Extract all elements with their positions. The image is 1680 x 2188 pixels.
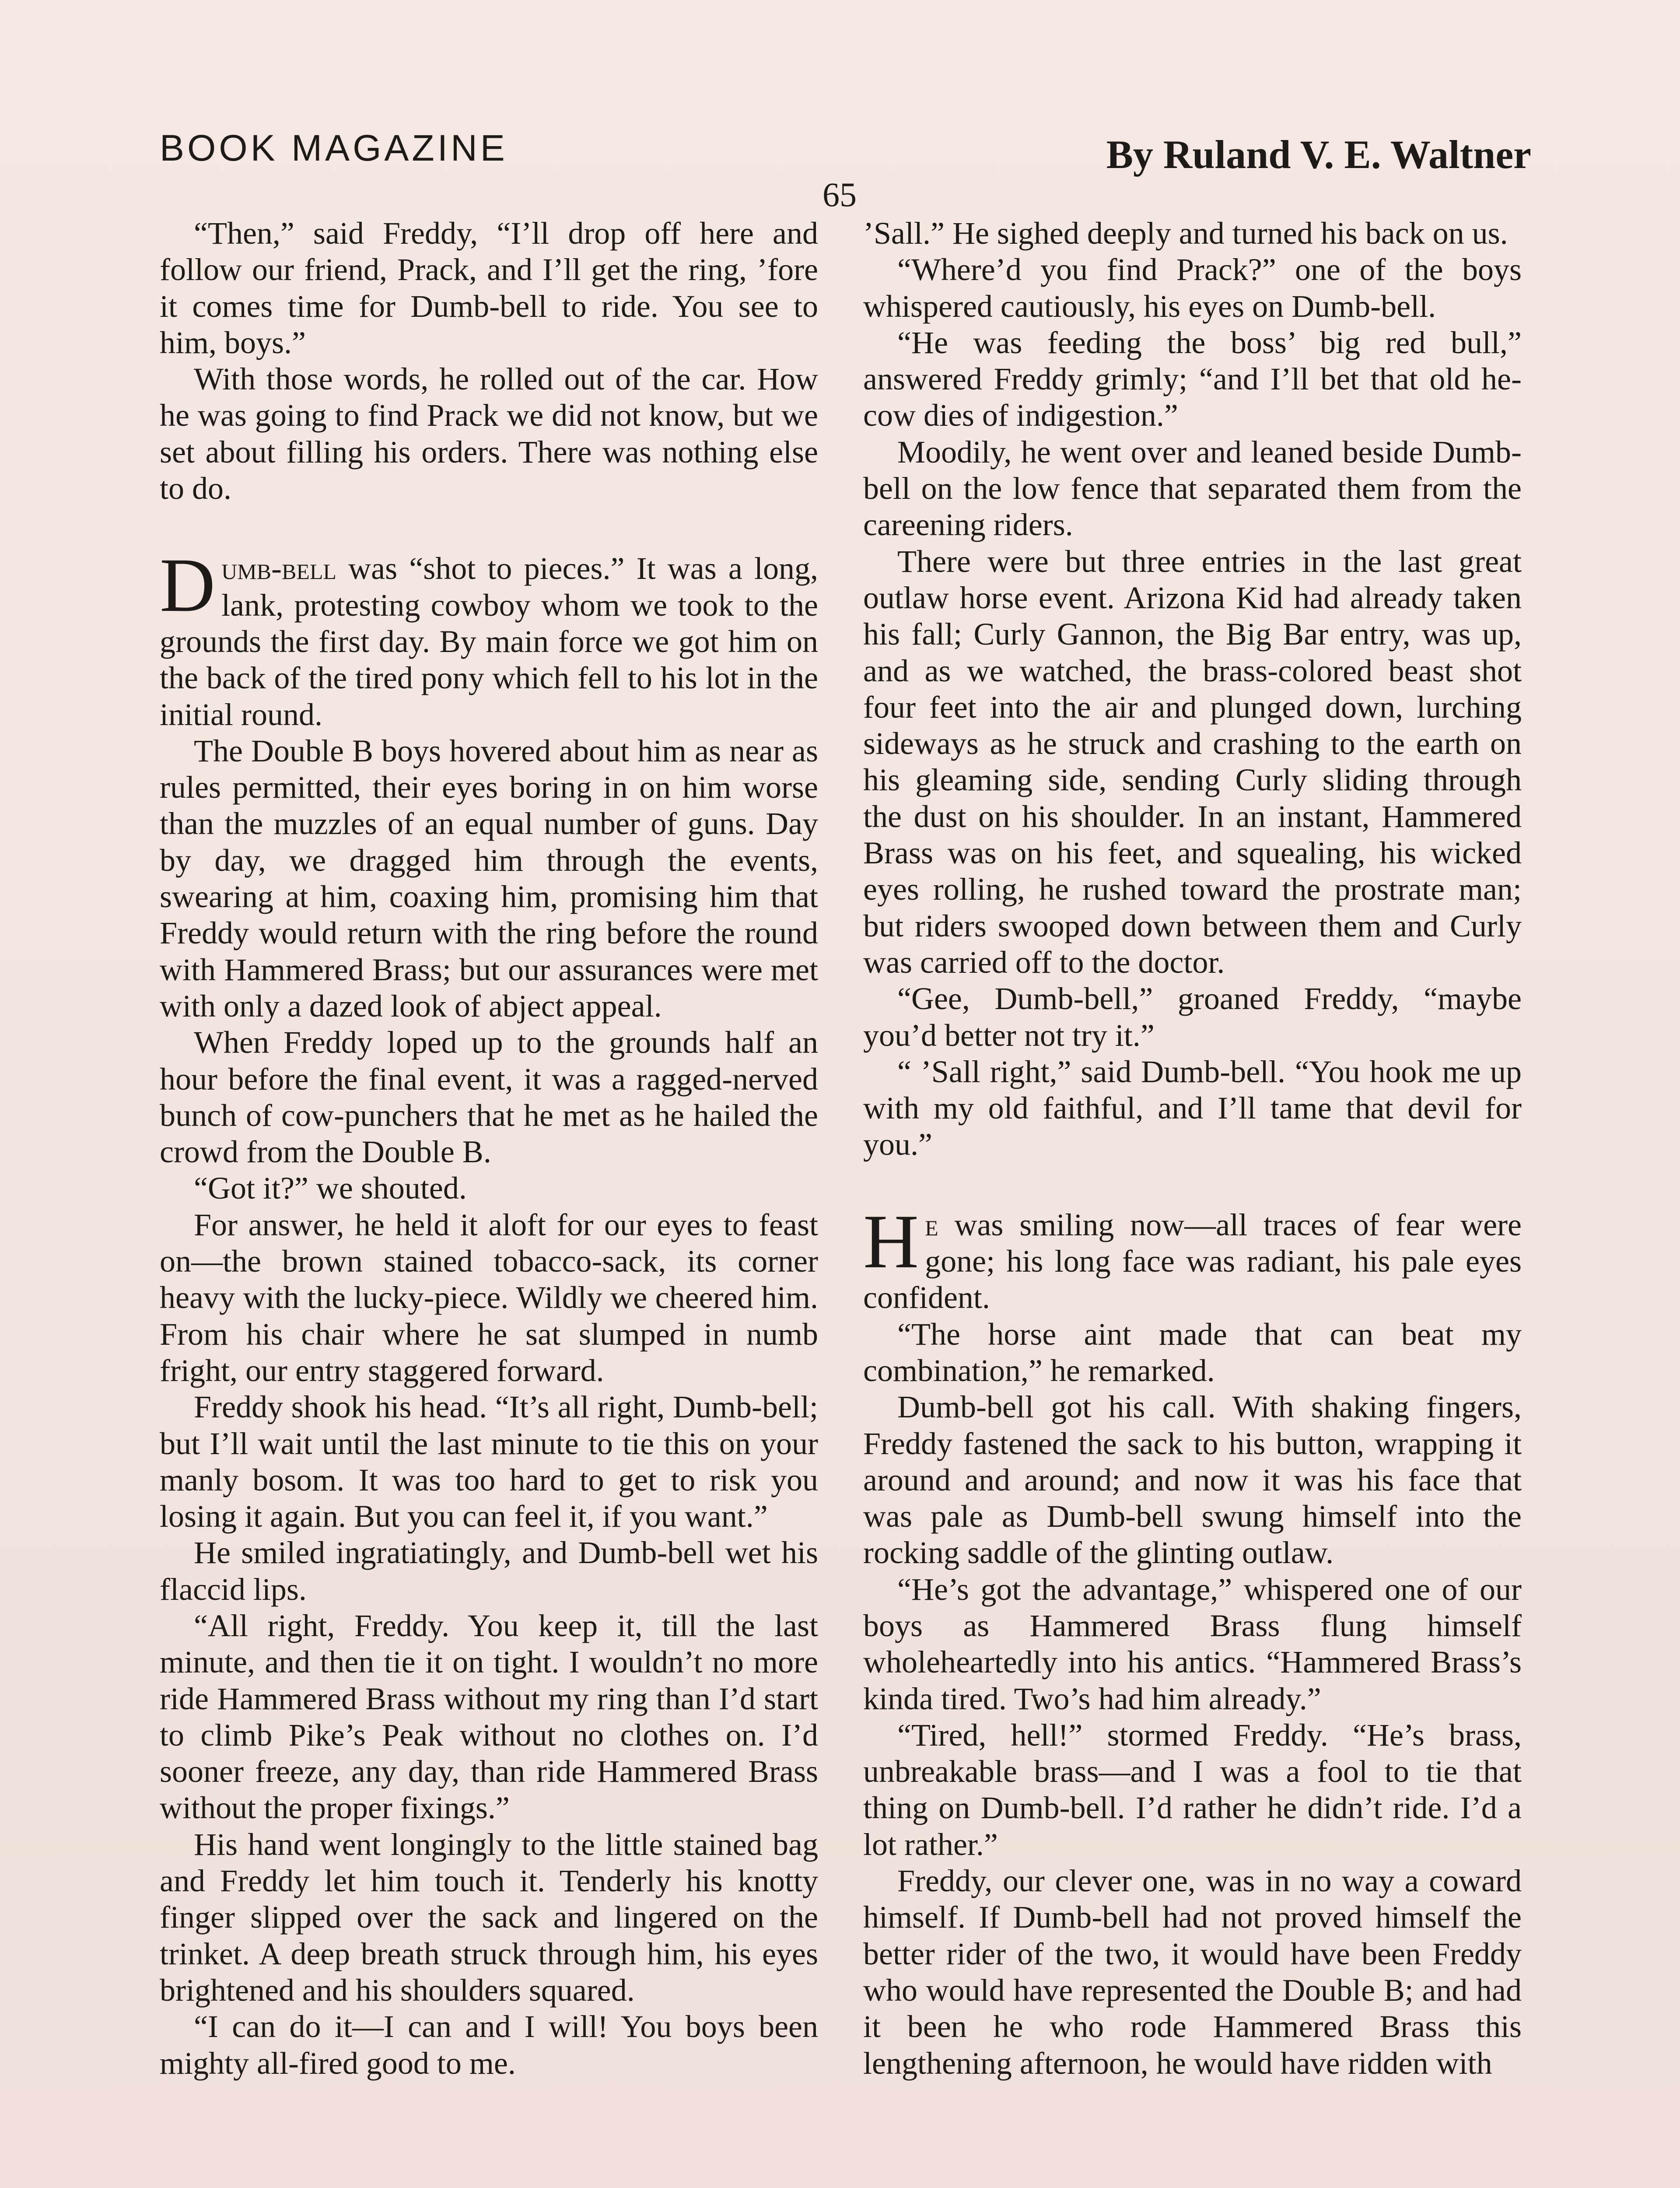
paragraph-text: was smiling now—all traces of fear were gone; his long face was radiant, his pale eyes confident. bbox=[863, 1207, 1522, 1315]
right-column bbox=[863, 215, 1522, 2082]
paragraph: His hand went longingly to the little stained bag and Freddy let him touch it. Tenderly his knotty finger slipped over the sack and lingered on the trinket. A deep breath struck through him, his eyes brightened and his shoulders squared. bbox=[160, 1827, 818, 2008]
paragraph: “Tired, hell!” stormed Freddy. “He’s brass, unbreakable brass—and I was a fool to tie that thing on Dumb-bell. I’d rather he didn’t ride. I’d a lot rather.” bbox=[863, 1717, 1522, 1862]
paragraph-text: was “shot to pieces.” It was a long, lank, protesting cowboy whom we took to the grounds the first day. By main force we got him on the back of the tired pony which fell to his lot in the initial round. bbox=[160, 551, 818, 732]
paragraph: When Freddy loped up to the grounds half an hour before the final event, it was a ragged-nerved bunch of cow-punchers that he met as he hailed the crowd from the Double B. bbox=[160, 1025, 818, 1170]
paragraph: “The horse aint made that can beat my combination,” he remarked. bbox=[863, 1316, 1522, 1388]
paragraph: “He was feeding the boss’ big red bull,” answered Freddy grimly; “and I’ll bet that old he-cow dies of indigestion.” bbox=[863, 325, 1522, 433]
paragraph: There were but three entries in the last great outlaw horse event. Arizona Kid had already taken his fall; Curly Gannon, the Big Bar entry, was up, and as we watched, the brass-colored beast shot four feet into the air and plunged down, lurching sideways as he struck and crashing to the earth on his gleaming side, sending Curly sliding through the dust on his shoulder. In an instant, Hammered Brass was on his feet, and squealing, his wicked eyes rolling, he rushed toward the prostrate man; but riders swooped down between them and Curly was carried off to the doctor. bbox=[863, 543, 1522, 980]
paragraph: With those words, he rolled out of the car. How he was going to find Prack we did not know, but we set about filling his orders. There was nothing else to do. bbox=[160, 361, 818, 506]
small-caps-lead: umb-bell bbox=[221, 551, 336, 586]
paragraph: “I can do it—I can and I will! You boys been mighty all-fired good to me. bbox=[160, 2009, 818, 2081]
paragraph: “Then,” said Freddy, “I’ll drop off here and follow our friend, Prack, and I’ll get the ring, ’fore it comes time for Dumb-bell to ride. You see to him, boys.” bbox=[160, 216, 818, 360]
paragraph: He smiled ingratiatingly, and Dumb-bell wet his flaccid lips. bbox=[160, 1535, 818, 1607]
publication-title: BOOK MAGAZINE bbox=[160, 127, 508, 168]
paragraph: For answer, he held it aloft for our eyes to feast on—the brown stained tobacco-sack, its corner heavy with the lucky-piece. Wildly we cheered him. From his chair where he sat slumped in numb fright, our entry staggered forward. bbox=[160, 1207, 818, 1388]
paragraph: “He’s got the advantage,” whispered one of our boys as Hammered Brass flung himself wholeheartedly into his antics. “Hammered Brass’s kinda tired. Two’s had him already.” bbox=[863, 1571, 1522, 1716]
paragraph: The Double B boys hovered about him as near as rules permitted, their eyes boring in on him worse than the muzzles of an equal number of guns. Day by day, we dragged him through the events, swearing at him, coaxing him, promising him that Freddy would return with the ring before the round with Hammered Brass; but our assurances were met with only a dazed look of abject appeal. bbox=[160, 733, 818, 1024]
paragraph: Moodily, he went over and leaned beside Dumb-bell on the low fence that separated them from the careening riders. bbox=[863, 434, 1522, 543]
section-opening-paragraph bbox=[863, 1199, 1522, 1316]
drop-cap: D bbox=[160, 543, 216, 628]
paragraph: “ ’Sall right,” said Dumb-bell. “You hook me up with my old faithful, and I’ll tame that devil for you.” bbox=[863, 1054, 1522, 1162]
paragraph: “Gee, Dumb-bell,” groaned Freddy, “maybe you’d better not try it.” bbox=[863, 981, 1522, 1053]
author-byline: By Ruland V. E. Waltner bbox=[1106, 132, 1531, 177]
paragraph: Dumb-bell got his call. With shaking fingers, Freddy fastened the sack to his button, wrapping it around and around; and now it was his face that was pale as Dumb-bell swung himself into the rocking saddle of the glinting outlaw. bbox=[863, 1389, 1522, 1571]
paragraph: “All right, Freddy. You keep it, till the last minute, and then tie it on tight. I wouldn’t no more ride Hammered Brass without my ring than I’d start to climb Pike’s Peak without no clothes on. I’d sooner freeze, any day, than ride Hammered Brass without the proper fixings.” bbox=[160, 1608, 818, 1826]
continued-paragraph: ’Sall.” He sighed deeply and turned his back on us. bbox=[863, 216, 1508, 251]
left-column bbox=[160, 215, 818, 2082]
page-number: 65 bbox=[822, 175, 857, 214]
paragraph: Freddy shook his head. “It’s all right, Dumb-bell; but I’ll wait until the last minute to tie this on your manly bosom. It was too hard to get to risk you losing it again. But you can feel it, if you want.” bbox=[160, 1389, 818, 1534]
paragraph: “Where’d you find Prack?” one of the boys whispered cautiously, his eyes on Dumb-bell. bbox=[863, 252, 1522, 324]
paragraph: “Got it?” we shouted. bbox=[194, 1171, 467, 1206]
section-opening-paragraph bbox=[160, 543, 818, 733]
drop-cap: H bbox=[863, 1199, 919, 1284]
paragraph: Freddy, our clever one, was in no way a coward himself. If Dumb-bell had not proved himself the better rider of the two, it would have been Freddy who would have represented the Double B; and had it been he who rode Hammered Brass this lengthening afternoon, he would have ridden with bbox=[863, 1863, 1522, 2081]
small-caps-lead: e bbox=[925, 1207, 938, 1242]
